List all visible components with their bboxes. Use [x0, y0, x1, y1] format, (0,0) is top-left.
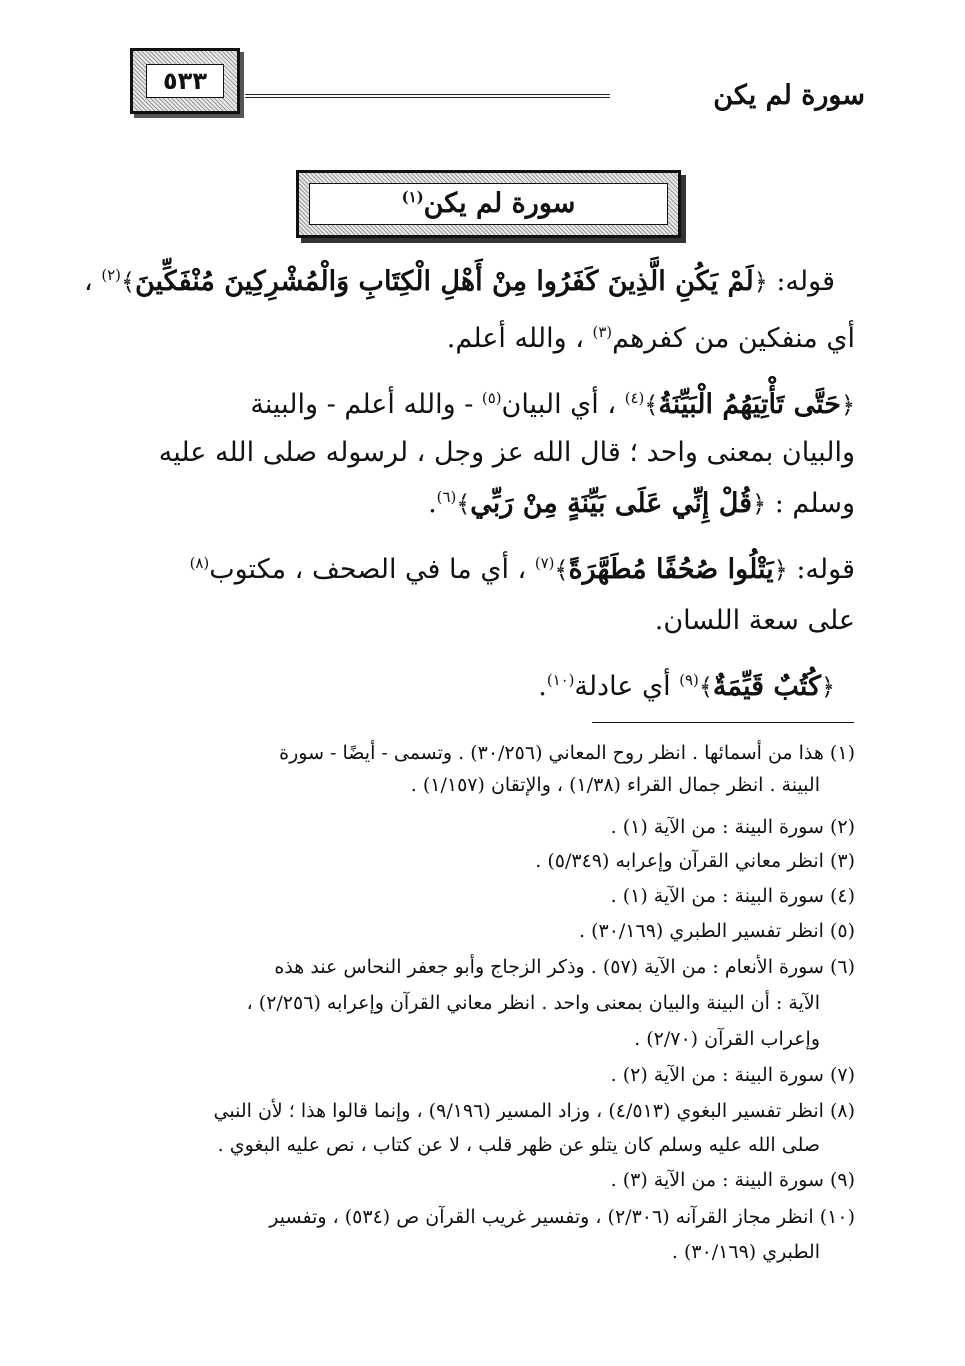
- footnote-separator: [592, 722, 854, 723]
- footnote-7: (٧) سورة البينة : من الآية (٢) .: [610, 1064, 855, 1086]
- chapter-title-text: سورة لم يكن: [423, 188, 576, 219]
- footnote-1-line-1: (١) هذا من أسمائها . انظر روح المعاني (٣٠/٢٥٦) . وتسمى - أيضًا - سورة: [279, 742, 855, 764]
- text-segment: .: [428, 488, 437, 519]
- page-number: ٥٣٣: [146, 64, 224, 98]
- quran-verse: كُتُبٌ قَيِّمَةٌ: [712, 671, 821, 702]
- footnote-2: (٢) سورة البينة : من الآية (١) .: [610, 816, 855, 838]
- text-segment: أي عادلة: [574, 671, 680, 702]
- footnote-ref: (٨): [189, 554, 210, 572]
- footnote-3: (٣) انظر معاني القرآن وإعرابه (٥/٣٤٩) .: [535, 850, 855, 872]
- text-segment: - والله أعلم - والبينة: [250, 389, 482, 420]
- paragraph-3-line-2: على سعة اللسان.: [654, 605, 855, 636]
- text-segment: وسلم :: [766, 488, 855, 519]
- footnote-6-line-2: الآية : أن البينة والبيان بمعنى واحد . انظر معاني القرآن وإعرابه (٢/٢٥٦) ،: [246, 992, 820, 1014]
- paragraph-2-line-2: والبيان بمعنى واحد ؛ قال الله عز وجل ، لرسوله صلى الله عليه: [158, 437, 855, 468]
- verse-close-bracket: ﴾: [644, 391, 659, 419]
- verse-close-bracket: ﴾: [120, 268, 135, 296]
- verse-close-bracket: ﴾: [456, 490, 471, 518]
- footnote-1-line-2: البينة . انظر جمال القراء (١/٣٨) ، والإتقان (١/١٥٧) .: [410, 774, 820, 796]
- footnote-8-line-1: (٨) انظر تفسير البغوي (٤/٥١٣) ، وزاد المسير (٩/١٩٦) ، وإنما قالوا هذا ؛ لأن النبي: [213, 1100, 855, 1122]
- text-segment: قوله:: [787, 554, 855, 585]
- footnote-ref: (٦): [436, 488, 457, 506]
- verse-close-bracket: ﴾: [554, 556, 569, 584]
- footnote-9: (٩) سورة البينة : من الآية (٣) .: [610, 1169, 855, 1191]
- quran-verse: قُلْ إِنِّي عَلَى بَيِّنَةٍ مِنْ رَبِّي: [470, 488, 753, 519]
- paragraph-4-line-1: [538, 667, 835, 707]
- footnote-ref: (٤): [624, 389, 645, 407]
- paragraph-1-line-1: [84, 262, 835, 302]
- header-rule: [245, 94, 610, 98]
- footnote-10-line-1: (١٠) انظر مجاز القرآنه (٢/٣٠٦) ، وتفسير غريب القرآن ص (٥٣٤) ، وتفسير: [269, 1206, 855, 1228]
- paragraph-2-line-1: [250, 385, 855, 425]
- quran-verse: حَتَّى تَأْتِيَهُمُ الْبَيِّنَةُ: [658, 389, 841, 420]
- footnote-6-line-3: وإعراب القرآن (٢/٧٠) .: [634, 1028, 820, 1050]
- paragraph-2-line-3: [428, 484, 855, 524]
- quran-verse: يَتْلُوا صُحُفًا مُطَهَّرَةً: [568, 554, 774, 585]
- verse-open-bracket: ﴿: [840, 391, 855, 419]
- page-number-box: [130, 48, 240, 114]
- footnote-ref: (٧): [534, 554, 555, 572]
- text-segment: ،: [84, 266, 102, 297]
- footnote-ref: (١٠): [546, 671, 575, 689]
- footnote-8-line-2: صلى الله عليه وسلم كان يتلو عن ظهر قلب ، لا عن كتاب ، نص عليه البغوي .: [217, 1134, 820, 1156]
- verse-open-bracket: ﴿: [752, 490, 767, 518]
- text-segment: ، أي البيان: [501, 389, 625, 420]
- text-segment: ، والله أعلم.: [446, 323, 593, 354]
- text-segment: قوله:: [767, 266, 835, 297]
- paragraph-1-line-2: [447, 319, 855, 359]
- footnote-ref: (٥): [481, 389, 502, 407]
- text-segment: .: [538, 671, 547, 702]
- text-segment: ، أي ما في الصحف ، مكتوب: [209, 554, 535, 585]
- footnote-4: (٤) سورة البينة : من الآية (١) .: [610, 885, 855, 907]
- chapter-note-ref: (١): [401, 188, 424, 206]
- footnote-ref: (٣): [592, 323, 613, 341]
- footnote-ref: (٩): [679, 671, 699, 689]
- text-segment: أي منفكين من كفرهم: [612, 323, 855, 354]
- footnote-6-line-1: (٦) سورة الأنعام : من الآية (٥٧) . وذكر الزجاج وأبو جعفر النحاس عند هذه: [274, 956, 855, 978]
- verse-open-bracket: ﴿: [753, 268, 768, 296]
- chapter-title-box: [296, 170, 681, 238]
- chapter-title: [309, 183, 668, 225]
- verse-open-bracket: ﴿: [773, 556, 788, 584]
- verse-open-bracket: ﴿: [820, 673, 835, 701]
- running-title: سورة لم يكن: [713, 80, 865, 111]
- footnote-10-line-2: الطبري (٣٠/١٦٩) .: [671, 1241, 820, 1263]
- quran-verse: لَمْ يَكُنِ الَّذِينَ كَفَرُوا مِنْ أَهْلِ الْكِتَابِ وَالْمُشْرِكِينَ مُنْفَكِّينَ: [134, 266, 754, 297]
- paragraph-3-line-1: [190, 550, 855, 590]
- footnote-ref: (٢): [101, 266, 121, 284]
- footnote-5: (٥) انظر تفسير الطبري (٣٠/١٦٩) .: [578, 920, 855, 942]
- verse-close-bracket: ﴾: [698, 673, 713, 701]
